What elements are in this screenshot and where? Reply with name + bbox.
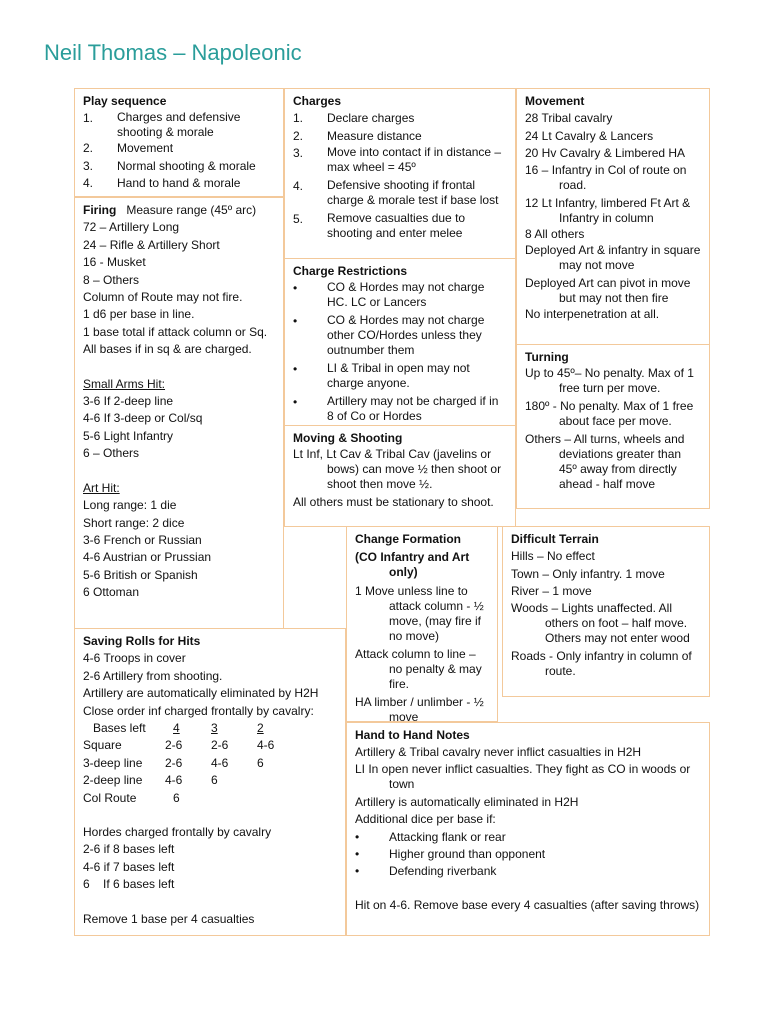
change-formation-subheading: (CO Infantry and Art only) bbox=[355, 550, 470, 580]
list-item bbox=[293, 280, 507, 310]
movement-line: 24 Lt Cavalry & Lancers bbox=[525, 128, 654, 143]
hand-to-hand-box bbox=[346, 722, 710, 936]
item-number: 2. bbox=[293, 128, 304, 143]
art-hit-line: 3-6 French or Russian bbox=[83, 532, 202, 547]
firing-heading: Firing bbox=[83, 203, 117, 217]
item-text: Higher ground than opponent bbox=[389, 847, 546, 862]
movement-line: No interpenetration at all. bbox=[525, 307, 660, 322]
h2h-line: Artillery & Tribal cavalry never inflict casualties in H2H bbox=[355, 745, 642, 760]
movement-line: Deployed Art can pivot in move but may not then fire bbox=[525, 276, 691, 306]
table-cell bbox=[211, 790, 257, 807]
item-number: 1. bbox=[83, 111, 94, 126]
saving-line: 2-6 Artillery from shooting. bbox=[83, 668, 223, 683]
movement-line: 20 Hv Cavalry & Limbered HA bbox=[525, 146, 686, 161]
h2h-line: Artillery is automatically eliminated in H2H bbox=[355, 794, 579, 809]
movement-line: 28 Tribal cavalry bbox=[525, 111, 613, 126]
bullet-icon: • bbox=[293, 281, 298, 296]
item-text: Normal shooting & morale bbox=[117, 158, 256, 173]
terrain-line: Town – Only infantry. 1 move bbox=[511, 566, 665, 581]
saving-heading: Saving Rolls for Hits bbox=[83, 634, 201, 648]
charges-box bbox=[284, 88, 516, 259]
item-number: 4. bbox=[293, 179, 304, 194]
table-cell: 3 bbox=[211, 721, 218, 736]
table-cell: Col Route bbox=[83, 790, 137, 805]
list-item bbox=[293, 361, 507, 391]
movement-box bbox=[516, 88, 710, 345]
movement-heading: Movement bbox=[525, 94, 585, 108]
list-item bbox=[293, 110, 507, 127]
art-hit-line: Long range: 1 die bbox=[83, 498, 177, 513]
item-text: Artillery may not be charged if in 8 of Co or Hordes bbox=[327, 394, 499, 424]
table-cell: 6 bbox=[257, 755, 264, 770]
hordes-line: Hordes charged frontally by cavalry bbox=[83, 825, 272, 840]
change-formation-heading: Change Formation bbox=[355, 532, 462, 546]
list-item bbox=[293, 313, 507, 358]
firing-line: All bases if in sq & are charged. bbox=[83, 342, 252, 357]
item-text: LI & Tribal in open may not charge anyone. bbox=[327, 361, 470, 391]
table-cell: 6 bbox=[211, 773, 218, 788]
moving-shooting-box bbox=[284, 425, 516, 527]
item-text: Charges and defensive shooting & morale bbox=[117, 110, 241, 140]
moving-shooting-line: All others must be stationary to shoot. bbox=[293, 495, 494, 510]
art-hit-line: Short range: 2 dice bbox=[83, 515, 185, 530]
firing-line: 72 – Artillery Long bbox=[83, 220, 180, 235]
casualty-table bbox=[83, 720, 337, 807]
bullet-icon: • bbox=[355, 829, 360, 844]
list-item bbox=[83, 175, 275, 192]
list-item bbox=[293, 178, 507, 208]
firing-line: 24 – Rifle & Artillery Short bbox=[83, 237, 220, 252]
saving-line: 4-6 Troops in cover bbox=[83, 651, 186, 666]
item-text: Declare charges bbox=[327, 111, 415, 126]
art-hit-line: 5-6 British or Spanish bbox=[83, 567, 198, 582]
item-number: 2. bbox=[83, 141, 94, 156]
movement-line: 16 – Infantry in Col of route on road. bbox=[525, 162, 687, 192]
firing-heading-note: Measure range (45º arc) bbox=[126, 203, 257, 217]
small-arms-line: 4-6 If 3-deep or Col/sq bbox=[83, 411, 203, 426]
remove-line: Remove 1 base per 4 casualties bbox=[83, 911, 255, 926]
turning-line: 180º - No penalty. Max of 1 free about face per move. bbox=[525, 399, 694, 429]
terrain-line: Hills – No effect bbox=[511, 549, 595, 564]
firing-heading-line bbox=[83, 202, 275, 219]
item-text: CO & Hordes may not charge HC. LC or Lancers bbox=[327, 280, 485, 310]
item-text: CO & Hordes may not charge other CO/Hordes unless they outnumber them bbox=[327, 313, 485, 358]
change-formation-line: 1 Move unless line to attack column - ½ move, (may fire if no move) bbox=[355, 584, 484, 644]
turning-heading: Turning bbox=[525, 350, 569, 364]
table-cell: 2-6 bbox=[211, 738, 229, 753]
play-sequence-box bbox=[74, 88, 284, 197]
item-number: 4. bbox=[83, 176, 94, 191]
art-hit-line: 6 Ottoman bbox=[83, 585, 140, 600]
firing-line: 1 base total if attack column or Sq. bbox=[83, 324, 268, 339]
list-item bbox=[355, 829, 701, 846]
item-text: Attacking flank or rear bbox=[389, 829, 506, 844]
small-arms-line: 5-6 Light Infantry bbox=[83, 428, 174, 443]
list-item bbox=[83, 158, 275, 175]
list-item bbox=[355, 863, 701, 880]
firing-line: Column of Route may not fire. bbox=[83, 290, 243, 305]
movement-line: 12 Lt Infantry, limbered Ft Art & Infantry in column bbox=[525, 195, 691, 225]
saving-line: Close order inf charged frontally by cavalry: bbox=[83, 703, 314, 718]
play-sequence-heading: Play sequence bbox=[83, 94, 167, 108]
terrain-line: Roads - Only infantry in column of route. bbox=[511, 648, 692, 678]
change-formation-line: Attack column to line – no penalty & may fire. bbox=[355, 647, 482, 692]
h2h-line: Additional dice per base if: bbox=[355, 812, 496, 827]
change-formation-line: HA limber / unlimber - ½ move bbox=[355, 695, 484, 725]
table-cell: 4 bbox=[173, 721, 180, 736]
bullet-icon: • bbox=[293, 362, 298, 377]
hordes-line: 6 If 6 bases left bbox=[83, 877, 175, 892]
charges-heading: Charges bbox=[293, 94, 342, 108]
h2h-footer: Hit on 4-6. Remove base every 4 casualties (after saving throws) bbox=[355, 897, 700, 912]
table-cell: 4-6 bbox=[165, 773, 183, 788]
item-number: 3. bbox=[83, 158, 94, 173]
table-cell bbox=[257, 790, 297, 807]
small-arms-heading: Small Arms Hit: bbox=[83, 376, 166, 391]
terrain-line: Woods – Lights unaffected. All others on foot – half move. Others may not enter wood bbox=[511, 600, 690, 645]
table-cell: 2 bbox=[257, 721, 264, 736]
page-title: Neil Thomas – Napoleonic bbox=[44, 40, 302, 65]
difficult-terrain-box bbox=[502, 526, 710, 697]
list-item bbox=[293, 128, 507, 145]
bullet-icon: • bbox=[293, 314, 298, 329]
item-text: Move into contact if in distance – max wheel = 45º bbox=[327, 145, 502, 175]
list-item bbox=[355, 846, 701, 863]
table-cell: 2-6 bbox=[165, 738, 183, 753]
table-cell: 3-deep line bbox=[83, 755, 143, 770]
list-item bbox=[83, 140, 275, 157]
table-cell bbox=[257, 772, 297, 789]
movement-line: 8 All others bbox=[525, 226, 585, 241]
art-hit-heading: Art Hit: bbox=[83, 480, 120, 495]
item-text: Defensive shooting if frontal charge & morale test if base lost bbox=[327, 178, 499, 208]
item-number: 5. bbox=[293, 212, 304, 227]
table-cell: 2-6 bbox=[165, 755, 183, 770]
item-text: Measure distance bbox=[327, 128, 422, 143]
h2h-heading: Hand to Hand Notes bbox=[355, 728, 470, 742]
moving-shooting-line: Lt Inf, Lt Cav & Tribal Cav (javelins or bows) can move ½ then shoot or shoot then move ½. bbox=[293, 447, 502, 492]
item-number: 3. bbox=[293, 146, 304, 161]
table-cell: Bases left bbox=[93, 721, 146, 736]
list-item bbox=[293, 394, 507, 424]
movement-line: Deployed Art & infantry in square may not move bbox=[525, 243, 701, 273]
art-hit-line: 4-6 Austrian or Prussian bbox=[83, 550, 212, 565]
charge-restrictions-box bbox=[284, 258, 516, 426]
bullet-icon: • bbox=[355, 847, 360, 862]
firing-line: 8 – Others bbox=[83, 272, 140, 287]
table-cell: 2-deep line bbox=[83, 773, 143, 788]
h2h-line: LI In open never inflict casualties. They fight as CO in woods or town bbox=[355, 761, 691, 791]
turning-line: Others – All turns, wheels and deviations greater than 45º away from directly ahead - half move bbox=[525, 432, 685, 492]
list-item bbox=[83, 110, 275, 140]
small-arms-line: 6 – Others bbox=[83, 446, 140, 461]
item-text: Defending riverbank bbox=[389, 864, 497, 879]
list-item bbox=[293, 145, 507, 175]
moving-shooting-heading: Moving & Shooting bbox=[293, 431, 403, 445]
table-cell: Square bbox=[83, 738, 122, 753]
bullet-icon: • bbox=[355, 864, 360, 879]
item-text: Hand to hand & morale bbox=[117, 176, 241, 191]
small-arms-line: 3-6 If 2-deep line bbox=[83, 394, 174, 409]
firing-line: 1 d6 per base in line. bbox=[83, 307, 195, 322]
item-text: Movement bbox=[117, 141, 174, 156]
saving-line: Artillery are automatically eliminated by H2H bbox=[83, 686, 319, 701]
list-item bbox=[293, 211, 507, 241]
item-number: 1. bbox=[293, 111, 304, 126]
table-cell: 6 bbox=[173, 790, 180, 805]
difficult-terrain-heading: Difficult Terrain bbox=[511, 532, 599, 546]
terrain-line: River – 1 move bbox=[511, 584, 592, 599]
item-text: Remove casualties due to shooting and enter melee bbox=[327, 211, 466, 241]
hordes-line: 2-6 if 8 bases left bbox=[83, 842, 175, 857]
table-cell: 4-6 bbox=[257, 738, 275, 753]
change-formation-box bbox=[346, 526, 498, 725]
charge-restrictions-heading: Charge Restrictions bbox=[293, 264, 408, 278]
saving-rolls-box bbox=[74, 628, 346, 936]
firing-line: 16 - Musket bbox=[83, 255, 146, 270]
table-cell: 4-6 bbox=[211, 755, 229, 770]
hordes-line: 4-6 if 7 bases left bbox=[83, 859, 175, 874]
firing-box bbox=[74, 197, 284, 629]
turning-line: Up to 45º– No penalty. Max of 1 free turn per move. bbox=[525, 366, 694, 396]
bullet-icon: • bbox=[293, 395, 298, 410]
turning-box bbox=[516, 344, 710, 509]
